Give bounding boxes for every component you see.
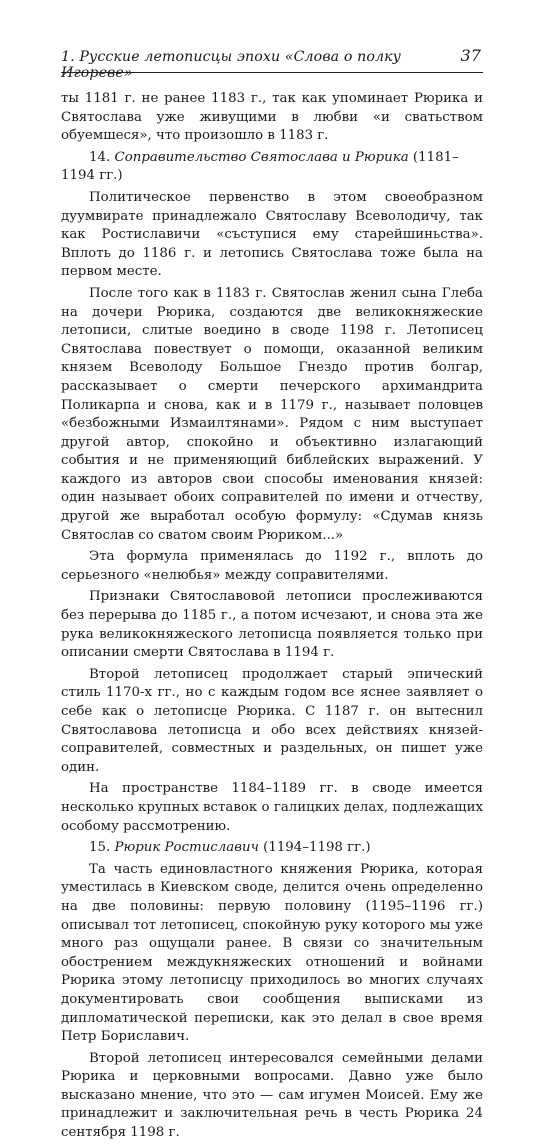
page-number: 37 [460, 46, 481, 65]
section-number: 15. [89, 840, 111, 856]
paragraph: Второй летописец интересовался семейными делами Рюрика и церковными вопросами. Давно уже было высказано мнение, что это — сам игумен Моисей. Ему же принадлежит и заключительная речь в честь Рюрика 24 сентября 1198 г. [61, 1050, 483, 1141]
paragraph: После того как в 1183 г. Святослав женил сына Глеба на дочери Рюрика, создаются две великокняжеские летописи, слитые воедино в своде 1198 г. Летописец Святослава повествует о помощи, оказанной великим князем Всеволоду Большое Гнездо против болгар, рассказывает о смерти печерского архимандрита Поликарпа и снова, как и в 1179 г., называет половцев «безбожными Измаилтянами». Рядом с ним выступает другой автор, спокойно и объективно излагающий события и не применяющий библейских выражений. У каждого из авторов свои способы именования князей: один называет обоих соправителей по имени и отчеству, другой же выработал особую формулу: «Сдумав князь Святослав со сватом своим Рюриком...» [61, 285, 483, 543]
running-head-title: 1. Русские летописцы эпохи «Слова о полку Игореве» [61, 49, 402, 81]
paragraph: На пространстве 1184–1189 гг. в своде имеется несколько крупных вставок о галицких делах, подлежащих особому рассмотрению. [61, 781, 483, 834]
section-number: 14. [89, 149, 111, 165]
header-rule [61, 72, 483, 73]
paragraph: Та часть единовластного княжения Рюрика, которая уместилась в Киевском своде, делится очень определенно на две половины: первую половину (1195–1196 гг.) описывал тот летописец, спокойную руку которого мы уже много раз ощущали ранее. В связи со значительным обострением междукняжеских отношений и войнами Рюрика этому летописцу приходилось во многих случаях документировать свои сообщения выписками из дипломатической переписки, как это делал в свое время Петр Бориславич. [61, 861, 483, 1045]
section-heading-15 [61, 839, 483, 858]
paragraph: ты 1181 г. не ранее 1183 г., так как упоминает Рюрика и Святослава уже живущими в любви «и сватьством обуемшеся», что произошло в 1183 г. [61, 91, 483, 144]
section-title: Соправительство Святослава и Рюрика [114, 149, 409, 165]
paragraph: Политическое первенство в этом своеобразном дуумвирате принадлежало Святославу Всеволодичу, так как Ростиславичи «съступися ему старейшиньства». Вплоть до 1186 г. и летопись Святослава тоже была на первом месте. [61, 189, 483, 280]
section-heading-14 [61, 149, 483, 186]
paragraph: Второй летописец продолжает старый эпический стиль 1170-х гг., но с каждым годом все яснее заявляет о себе как о летописце Рюрика. С 1187 г. он вытеснил Святославова летописца и обо всех действиях князей-соправителей, совместных и раздельных, он пишет уже один. [61, 666, 483, 775]
body-text [61, 90, 483, 1146]
paragraph: Признаки Святославовой летописи прослеживаются без перерыва до 1185 г., а потом исчезают, и снова эта же рука великокняжеского летописца появляется только при описании смерти Святослава в 1194 г. [61, 589, 483, 661]
running-head [61, 46, 481, 81]
section-dates: (1181–1194 гг.) [61, 149, 459, 184]
section-dates: (1194–1198 гг.) [263, 840, 371, 856]
section-title: Рюрик Ростиславич [114, 840, 259, 856]
paragraph: Эта формула применялась до 1192 г., вплоть до серьезного «нелюбья» между соправителями. [61, 549, 483, 583]
